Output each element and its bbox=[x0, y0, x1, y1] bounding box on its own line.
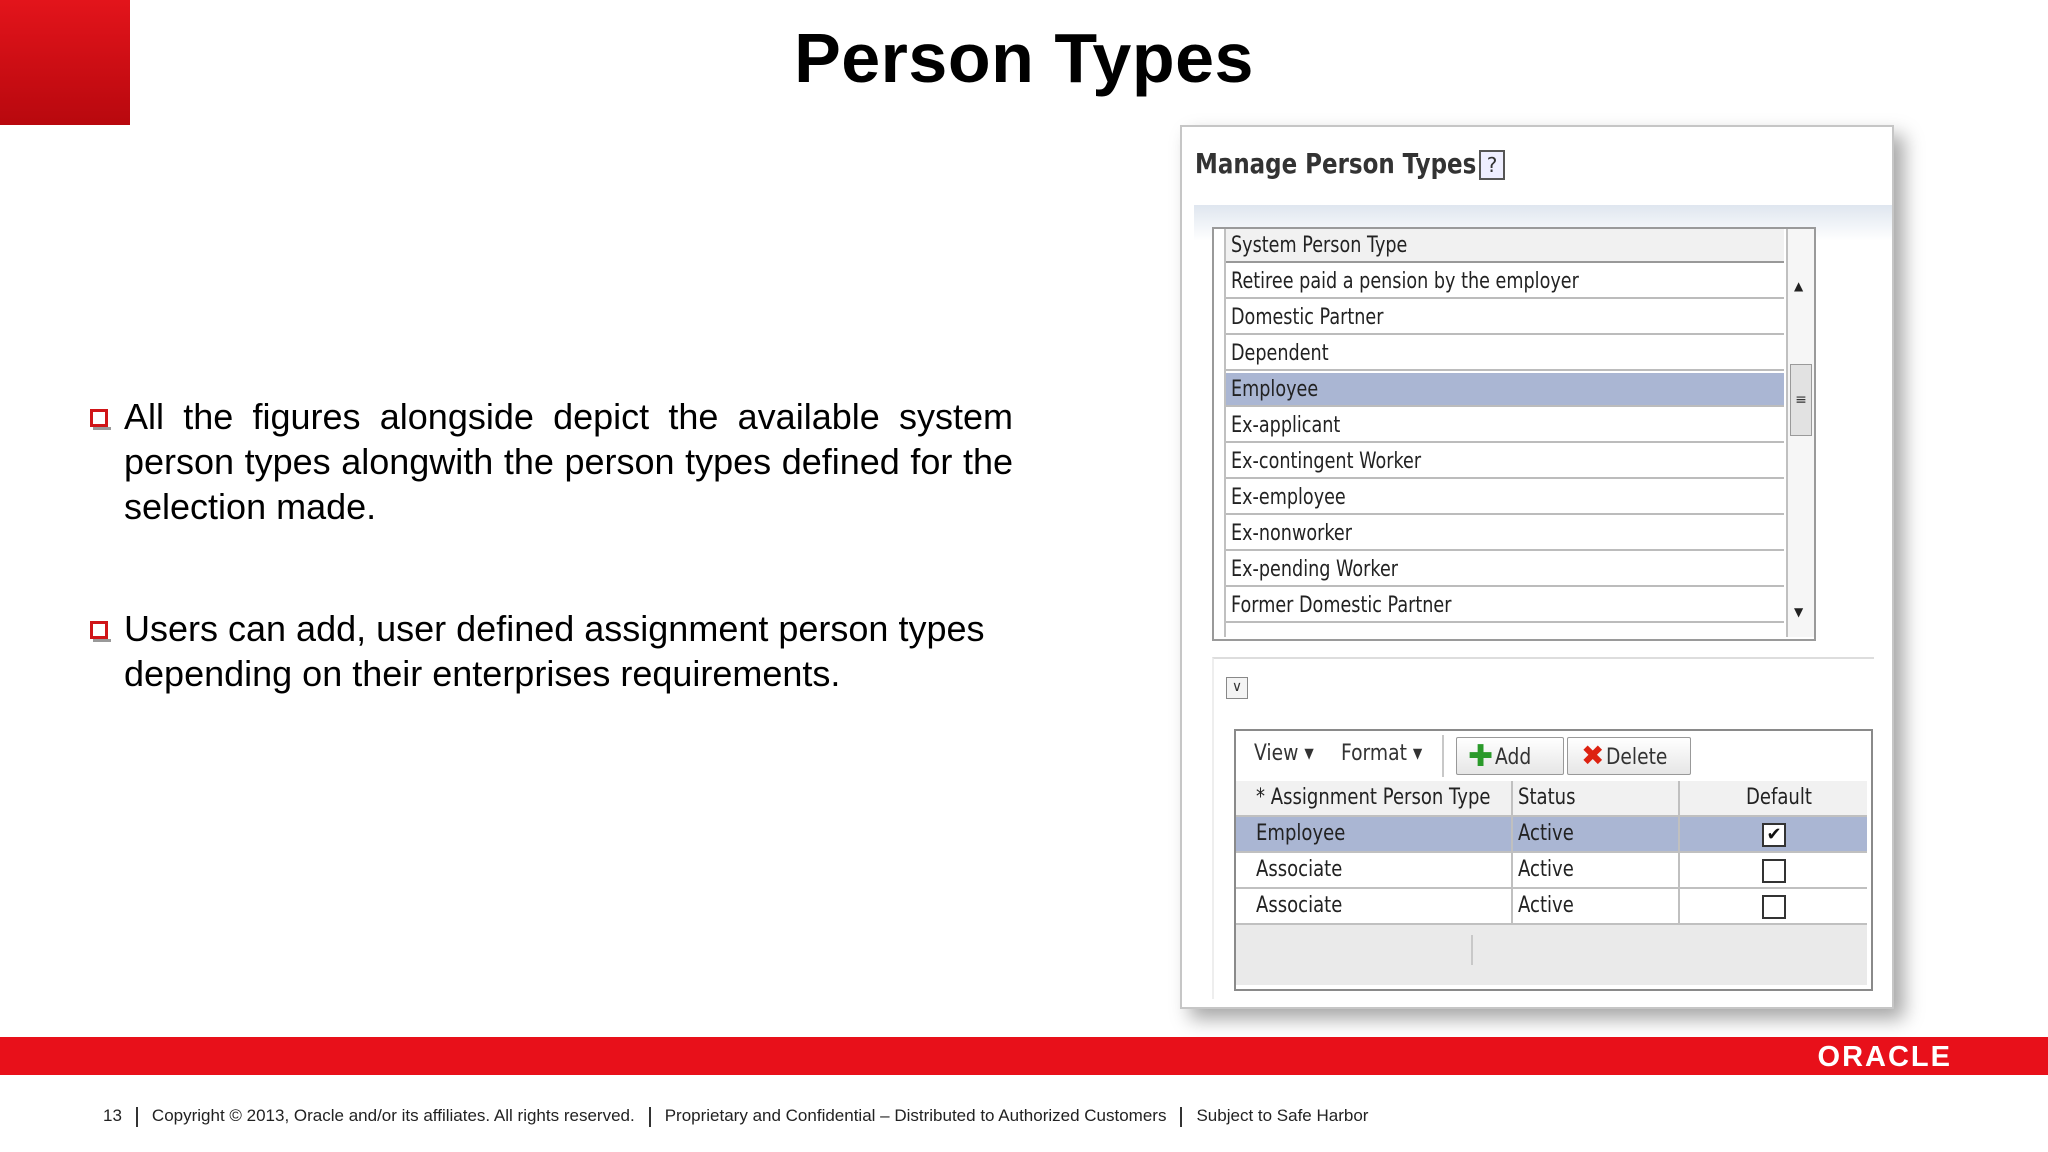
table-footer bbox=[1236, 925, 1867, 985]
collapse-chevron-icon[interactable]: ∨ bbox=[1226, 677, 1248, 699]
plus-icon: ✚ bbox=[1468, 739, 1494, 774]
view-menu[interactable]: View ▾ bbox=[1254, 741, 1314, 766]
copyright-text: Copyright © 2013, Oracle and/or its affiliates. All rights reserved. bbox=[151, 1106, 635, 1125]
add-button[interactable] bbox=[1456, 737, 1564, 775]
status-cell: Active bbox=[1518, 893, 1574, 918]
footer-separator bbox=[1180, 1107, 1182, 1127]
table-row[interactable]: Former Domestic Partner bbox=[1226, 589, 1784, 623]
confidential-text: Proprietary and Confidential – Distributed to Authorized Customers bbox=[664, 1106, 1167, 1125]
table-row-selected[interactable] bbox=[1236, 817, 1867, 853]
column-header[interactable]: * Assignment Person Type bbox=[1256, 785, 1491, 810]
toolbar-divider bbox=[1442, 735, 1444, 777]
oracle-logo: ORACLE bbox=[1817, 1041, 1952, 1073]
type-cell: Associate bbox=[1256, 857, 1343, 882]
table-row[interactable] bbox=[1236, 889, 1867, 925]
table-row-selected[interactable]: Employee bbox=[1226, 373, 1784, 407]
bullet-square-icon bbox=[90, 621, 108, 639]
table-row[interactable]: Ex-contingent Worker bbox=[1226, 445, 1784, 479]
column-header[interactable]: System Person Type bbox=[1226, 229, 1784, 263]
assignment-person-types-section bbox=[1212, 657, 1874, 999]
footer-separator bbox=[136, 1107, 138, 1127]
footer-separator bbox=[649, 1107, 651, 1127]
manage-person-types-panel bbox=[1180, 125, 1894, 1009]
safe-harbor-text: Subject to Safe Harbor bbox=[1196, 1106, 1369, 1125]
system-person-type-table bbox=[1212, 227, 1816, 641]
column-header[interactable]: Status bbox=[1518, 785, 1576, 810]
table-toolbar bbox=[1236, 731, 1867, 783]
table-row[interactable]: Retiree paid a pension by the employer bbox=[1226, 265, 1784, 299]
status-cell: Active bbox=[1518, 821, 1574, 846]
table-row[interactable] bbox=[1236, 853, 1867, 889]
delete-x-icon: ✖ bbox=[1581, 739, 1605, 772]
slide-footer bbox=[103, 1106, 1368, 1127]
table-row[interactable]: Ex-pending Worker bbox=[1226, 553, 1784, 587]
help-icon[interactable]: ? bbox=[1479, 150, 1505, 180]
vertical-scrollbar[interactable] bbox=[1786, 229, 1814, 637]
footer-divider bbox=[1471, 935, 1473, 965]
table-row[interactable]: Domestic Partner bbox=[1226, 301, 1784, 335]
status-cell: Active bbox=[1518, 857, 1574, 882]
default-checkbox[interactable] bbox=[1762, 859, 1786, 883]
scroll-down-arrow-icon[interactable]: ▼ bbox=[1794, 605, 1804, 619]
bullet-point bbox=[88, 394, 1013, 529]
bullet-text: All the figures alongside depict the available system person types alongwith the person types defined for the selection made. bbox=[124, 396, 1013, 527]
scroll-thumb[interactable]: ≡ bbox=[1790, 364, 1812, 436]
format-menu[interactable]: Format ▾ bbox=[1341, 741, 1423, 766]
footer-red-bar bbox=[0, 1037, 2048, 1075]
default-checkbox-checked[interactable]: ✔ bbox=[1762, 823, 1786, 847]
table-header-row bbox=[1236, 781, 1867, 817]
slide-title: Person Types bbox=[794, 19, 1254, 97]
delete-button-label: Delete bbox=[1606, 745, 1668, 770]
table-row[interactable]: Dependent bbox=[1226, 337, 1784, 371]
bullet-text: Users can add, user defined assignment person types depending on their enterprises requirements. bbox=[124, 608, 985, 694]
default-checkbox[interactable] bbox=[1762, 895, 1786, 919]
type-cell: Employee bbox=[1256, 821, 1346, 846]
page-number: 13 bbox=[103, 1106, 122, 1125]
assignment-person-type-table bbox=[1234, 729, 1873, 991]
delete-button[interactable] bbox=[1567, 737, 1691, 775]
table-row[interactable]: Ex-applicant bbox=[1226, 409, 1784, 443]
table-row[interactable]: Ex-nonworker bbox=[1226, 517, 1784, 551]
column-header[interactable]: Default bbox=[1746, 785, 1812, 810]
type-cell: Associate bbox=[1256, 893, 1343, 918]
bullet-square-icon bbox=[90, 409, 108, 427]
table-row[interactable]: Ex-employee bbox=[1226, 481, 1784, 515]
panel-title: Manage Person Types bbox=[1195, 147, 1477, 180]
bullet-point bbox=[88, 606, 1013, 696]
add-button-label: Add bbox=[1495, 745, 1532, 770]
scroll-up-arrow-icon[interactable]: ▲ bbox=[1794, 279, 1804, 293]
